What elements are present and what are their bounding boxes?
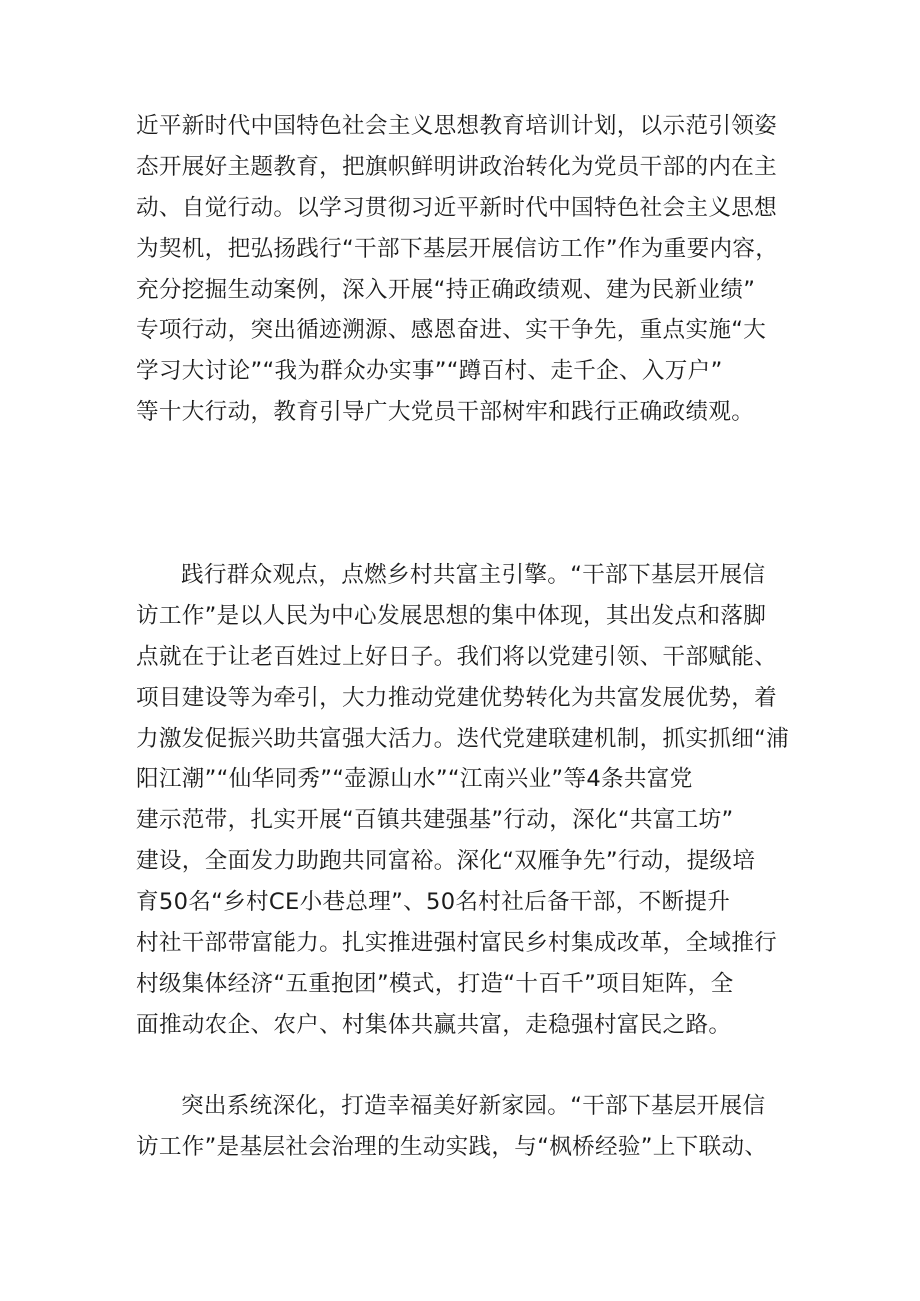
text-line: 访工作”是以人民为中心发展思想的集中体现，其出发点和落脚 xyxy=(136,602,767,629)
text-line: 践行群众观点，点燃乡村共富主引擎。“干部下基层开展信 xyxy=(181,562,766,588)
paragraph-2 xyxy=(136,555,796,1046)
text-line: 力激发促振兴助共富强大活力。迭代党建联建机制，抓实抓细“浦 xyxy=(136,725,790,752)
text-line: 建设，全面发力助跑共同富裕。深化“双雁争先”行动，提级培 xyxy=(136,848,756,875)
text-line: 面推动农企、农户、村集体共赢共富，走稳强村富民之路。 xyxy=(136,1011,732,1038)
text-line: 建示范带，扎实开展“百镇共建强基”行动，深化“共富工坊” xyxy=(136,807,734,834)
paragraph-3 xyxy=(136,1086,796,1168)
text-line: 村社干部带富能力。扎实推进强村富民乡村集成改革，全域推行 xyxy=(136,930,778,957)
text-line: 态开展好主题教育，把旗帜鲜明讲政治转化为党员干部的内在主 xyxy=(136,153,778,180)
text-line: 为契机，把弘扬践行“干部下基层开展信访工作”作为重要内容， xyxy=(136,235,779,262)
text-line: 访工作”是基层社会治理的生动实践，与“枫桥经验”上下联动、 xyxy=(136,1133,768,1160)
text-line: 阳江潮”“仙华同秀”“壶源山水”“江南兴业”等4条共富党 xyxy=(136,766,693,793)
text-line: 育50名“乡村CE小巷总理”、50名村社后备干部，不断提升 xyxy=(136,889,731,916)
text-line: 点就在于让老百姓过上好日子。我们将以党建引领、干部赋能、 xyxy=(136,643,778,670)
text-line: 项目建设等为牵引，大力推动党建优势转化为共富发展优势，着 xyxy=(136,684,778,711)
text-line: 近平新时代中国特色社会主义思想教育培训计划，以示范引领姿 xyxy=(136,113,778,139)
text-line: 动、自觉行动。以学习贯彻习近平新时代中国特色社会主义思想 xyxy=(136,194,778,221)
text-line: 等十大行动，教育引导广大党员干部树牢和践行正确政绩观。 xyxy=(136,399,755,426)
text-line: 专项行动，突出循迹溯源、感恩奋进、实干争先，重点实施“大 xyxy=(136,317,767,344)
text-line: 学习大讨论”“我为群众办实事”“蹲百村、走千企、入万户” xyxy=(136,358,723,385)
paragraph-1 xyxy=(136,106,796,433)
text-line: 充分挖掘生动案例，深入开展“持正确政绩观、建为民新业绩” xyxy=(136,276,756,303)
text-line: 突出系统深化，打造幸福美好新家园。“干部下基层开展信 xyxy=(181,1093,766,1119)
text-line: 村级集体经济“五重抱团”模式，打造“十百千”项目矩阵，全 xyxy=(136,970,734,997)
